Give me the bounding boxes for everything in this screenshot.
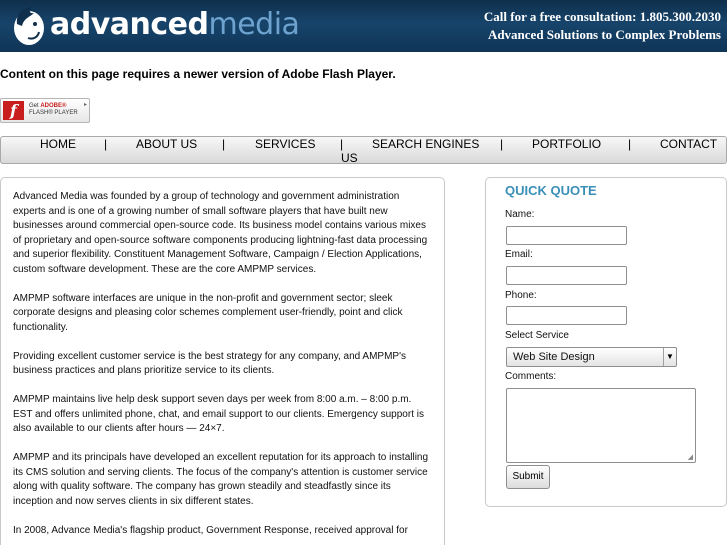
quick-quote-form [485,177,727,507]
phone-label: Phone: [505,290,537,301]
header-phone-line: Call for a free consultation: 1.805.300.2030 [483,9,721,24]
about-content-panel [0,177,445,545]
content-paragraph: AMPMP maintains live help desk support seven days per week from 8:00 a.m. – 8:00 p.m. EST and offers unlimited phone, chat, and email support to our clients. Emergency support is also available to our clients after hours — 24×7. [13,394,424,434]
comments-textarea[interactable] [506,388,696,463]
email-input[interactable] [506,266,627,285]
name-label: Name: [505,209,535,220]
submit-button[interactable]: Submit [506,465,550,489]
quick-quote-title: QUICK QUOTE [505,183,597,198]
content-paragraph: AMPMP software interfaces are unique in the non-profit and government sector; sleek corporate designs and pleasing color schemes complement user-friendly, point and click functionality. [13,292,403,333]
nav-item-portfolio[interactable]: PORTFOLIO [532,137,602,151]
flash-badge-text [29,103,78,117]
email-label: Email: [505,249,533,260]
site-logo-text[interactable] [50,9,299,41]
flash-player-icon: f [3,101,24,120]
name-input[interactable] [506,226,627,245]
site-header [0,0,727,52]
comments-label: Comments: [505,371,557,382]
flame-face-logo-icon[interactable] [8,4,48,48]
nav-separator: | [104,137,108,151]
nav-separator: | [340,137,344,151]
nav-item-search-engines[interactable]: SEARCH ENGINES [372,137,480,151]
chevron-down-icon[interactable]: ▼ [663,348,676,366]
nav-item-contact[interactable]: CONTACT [660,137,718,151]
resize-handle-icon[interactable]: ◢ [687,454,693,461]
nav-item-services[interactable]: SERVICES [255,137,316,151]
content-paragraph: Providing excellent customer service is the best strategy for any company, and AMPMP's business practices and plans prioritize service to its clients. [13,350,407,376]
flash-badge-product: FLASH® PLAYER [29,110,78,116]
phone-input[interactable] [506,306,627,325]
header-tagline: Advanced Solutions to Complex Problems [487,27,721,42]
logo-word-media: media [208,7,300,42]
service-select[interactable] [506,347,677,367]
content-paragraph: In 2008, Advance Media's flagship product, Government Response, received approval for [13,524,408,536]
flash-badge-adobe: ADOBE® [40,103,67,109]
content-paragraph: AMPMP and its principals have developed an excellent reputation for its approach to installing its CMS solution and serving clients. The focus of the company's attention is customer service along with quality software. The company has grown steadily and steadfastly since its inception and now serves clients in six different states. [13,452,429,507]
nav-item-contact-us-wrap[interactable]: US [341,151,358,165]
logo-word-advanced: advanced [50,7,209,42]
content-paragraph: Advanced Media was founded by a group of technology and government administration experts and is one of a growing number of small software players that have built new businesses around commercial open-source code. Its business model contains various mixes of proprietary and open-source software components producing lightning-fast data processing and superior flexibility. Constituent Management Software, Campaign / Election Applications, custom software development. These are the core AMPMP services. [13,191,428,275]
chevron-right-icon: ▸ [83,102,87,108]
nav-item-about-us[interactable]: ABOUT US [136,137,198,151]
nav-separator: | [628,137,632,151]
service-label: Select Service [505,330,569,341]
get-flash-player-button[interactable] [0,98,90,123]
nav-item-home[interactable]: HOME [40,137,76,151]
nav-separator: | [222,137,226,151]
service-select-value: Web Site Design [513,351,595,363]
flash-badge-get: Get [29,103,39,109]
header-contact-block [484,8,721,44]
flash-required-message: Content on this page requires a newer version of Adobe Flash Player. [0,67,396,81]
main-nav [0,136,727,164]
nav-separator: | [500,137,504,151]
